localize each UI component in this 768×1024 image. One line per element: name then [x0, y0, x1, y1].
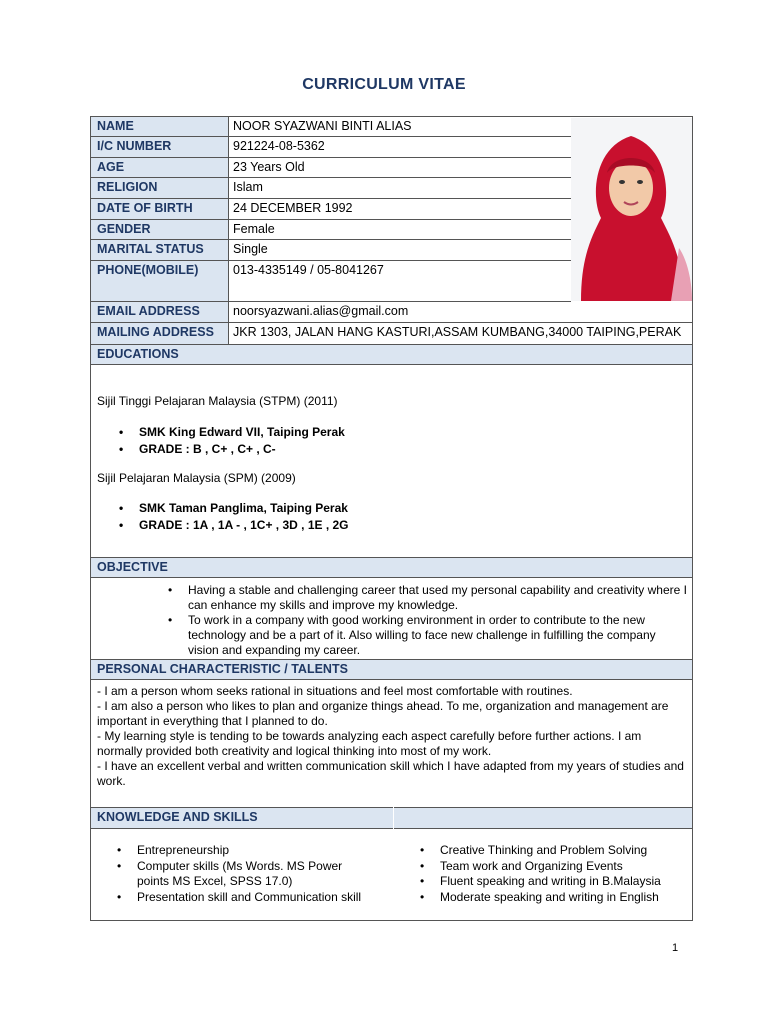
name-label: NAME [91, 117, 229, 136]
address-row [91, 323, 692, 344]
age-row [91, 158, 571, 178]
characteristic-line: - I have an excellent verbal and written communication skill which I have adapted from my years of studies and work. [97, 759, 684, 788]
address-label: MAILING ADDRESS [91, 323, 229, 344]
age-label: AGE [91, 158, 229, 177]
list-item: • SMK King Edward VII, Taiping Perak [119, 425, 519, 441]
characteristic-line: - I am a person whom seeks rational in situations and feel most comfortable with routines. [97, 684, 573, 698]
educations-heading: EDUCATIONS [91, 344, 692, 365]
ic-value: 921224-08-5362 [233, 139, 325, 153]
knowledge-right-list [420, 843, 690, 905]
list-item: • Computer skills (Ms Words. MS Power points MS Excel, SPSS 17.0) [117, 859, 367, 890]
spm-list [119, 501, 519, 533]
phone-value: 013-4335149 / 05-8041267 [233, 263, 384, 277]
list-item: • Fluent speaking and writing in B.Malaysia [420, 874, 690, 890]
religion-value: Islam [233, 180, 263, 194]
email-row [91, 302, 692, 323]
marital-row [91, 240, 571, 261]
characteristic-text [97, 684, 685, 789]
document-title: CURRICULUM VITAE [302, 76, 466, 93]
characteristic-line: - I am also a person who likes to plan and organize things ahead. To me, organization and management are important in everything that I planned to do. [97, 699, 669, 728]
list-item: • Having a stable and challenging career that used my personal capability and creativity where I can enhance my skills and improve my knowledge. [168, 583, 688, 613]
knowledge-left-list [117, 843, 367, 905]
stpm-list [119, 425, 519, 457]
list-item: • GRADE : 1A , 1A - , 1C+ , 3D , 1E , 2G [119, 518, 519, 534]
religion-row [91, 178, 571, 199]
age-value: 23 Years Old [233, 160, 305, 174]
ic-row [91, 137, 571, 158]
cv-table [90, 116, 693, 921]
dob-row [91, 199, 571, 220]
list-item: • Presentation skill and Communication skill [117, 890, 367, 906]
email-label: EMAIL ADDRESS [91, 302, 229, 322]
dob-label: DATE OF BIRTH [91, 199, 229, 219]
gender-label: GENDER [91, 220, 229, 239]
gender-row [91, 220, 571, 240]
religion-label: RELIGION [91, 178, 229, 198]
list-item: • SMK Taman Panglima, Taiping Perak [119, 501, 519, 517]
list-item: • Moderate speaking and writing in English [420, 890, 690, 906]
list-item: • GRADE : B , C+ , C+ , C- [119, 442, 519, 458]
marital-label: MARITAL STATUS [91, 240, 229, 260]
characteristic-heading: PERSONAL CHARACTERISTIC / TALENTS [91, 659, 692, 680]
email-value: noorsyazwani.alias@gmail.com [233, 304, 409, 318]
profile-photo [571, 118, 692, 301]
phone-label: PHONE(MOBILE) [91, 261, 229, 301]
list-item: • Entrepreneurship [117, 843, 367, 859]
list-item: • Creative Thinking and Problem Solving [420, 843, 690, 859]
list-item: • To work in a company with good working environment in order to contribute to the new technology and be a part of it. Also willing to face new challenge in fulfilling the company vision and expanding my career. [168, 613, 688, 658]
objective-heading: OBJECTIVE [91, 557, 692, 578]
list-item: • Team work and Organizing Events [420, 859, 690, 875]
dob-value: 24 DECEMBER 1992 [233, 201, 353, 215]
characteristic-line: - My learning style is tending to be towards analyzing each aspect carefully before further actions. I am normally provided both creativity and logical thinking into most of my work. [97, 729, 642, 758]
spm-title: Sijil Pelajaran Malaysia (SPM) (2009) [97, 471, 296, 485]
marital-value: Single [233, 242, 268, 256]
objective-list [168, 583, 688, 658]
ic-label: I/C NUMBER [91, 137, 229, 157]
phone-row [91, 261, 571, 302]
profile-photo-illustration [571, 118, 692, 301]
name-row [91, 117, 571, 137]
page-number: 1 [672, 942, 679, 954]
knowledge-heading: KNOWLEDGE AND SKILLS [91, 807, 692, 829]
knowledge-divider [393, 807, 394, 829]
gender-value: Female [233, 222, 275, 236]
address-value: JKR 1303, JALAN HANG KASTURI,ASSAM KUMBANG,34000 TAIPING,PERAK [233, 325, 682, 339]
stpm-title: Sijil Tinggi Pelajaran Malaysia (STPM) (2011) [97, 394, 338, 408]
name-value: NOOR SYAZWANI BINTI ALIAS [233, 119, 412, 133]
